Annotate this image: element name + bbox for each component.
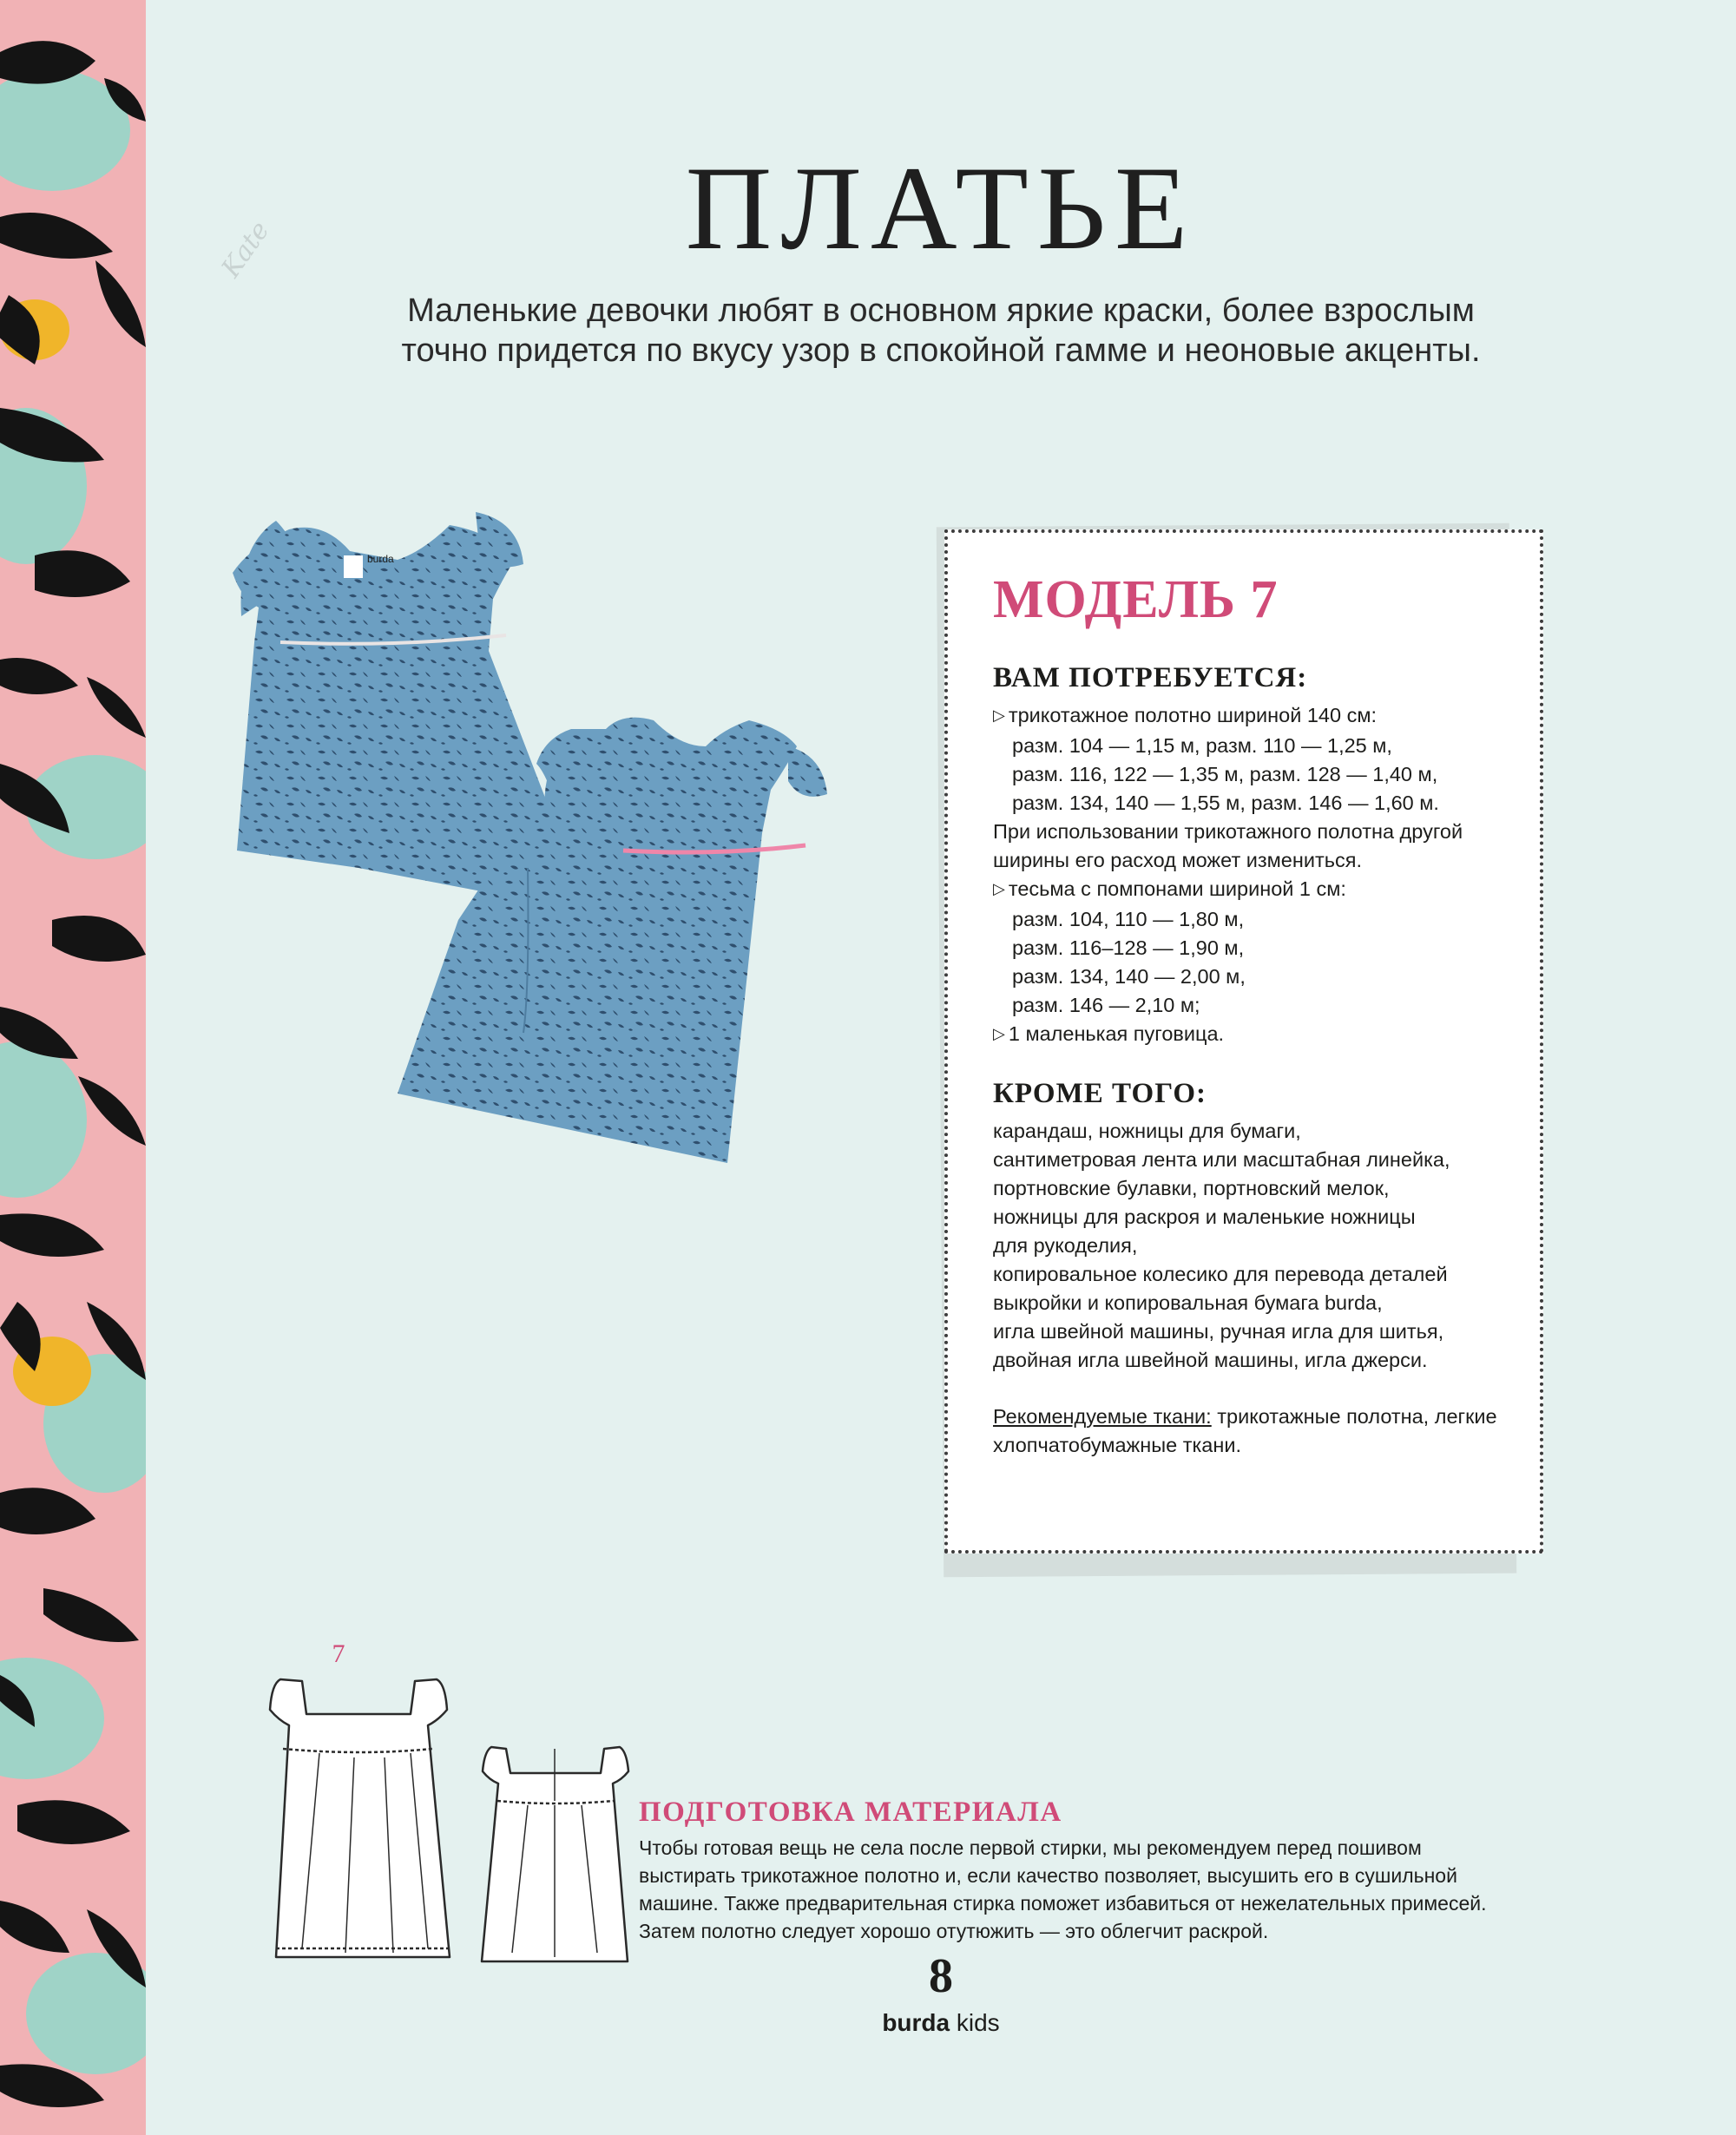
dress-photo	[189, 512, 1057, 1345]
note-line: При использовании трикотажного полотна другой	[993, 820, 1463, 843]
footer-brand: burda kids	[882, 2009, 1000, 2036]
page-content	[146, 0, 1736, 2135]
preparation-section	[639, 1797, 1611, 1945]
needs-heading: ВАМ ПОТРЕБУЕТСЯ:	[993, 662, 1308, 693]
intro-line: точно придется по вкусу узор в спокойной гамме и неоновые акценты.	[401, 332, 1481, 369]
list-item: разм. 116, 122 — 1,35 м, разм. 128 — 1,40 м,	[1012, 763, 1438, 785]
list-item: копировальное колесико для перевода деталей	[993, 1263, 1448, 1285]
list-item: ▷ тесьма с помпонами шириной 1 см:	[993, 877, 1346, 900]
preparation-text: Чтобы готовая вещь не села после первой стирки, мы рекомендуем перед пошивом выстирать трикотажное полотно и, если качество позволяет, высушить его в сушильной машине. Также предварительная стирка поможет избавиться от нежелательных примесей. Затем полотно следует хорошо отутюжить — это облегчит раскрой.	[639, 1836, 1487, 1942]
list-item: выкройки и копировальная бумага burda,	[993, 1291, 1383, 1314]
page-number: 8	[929, 1949, 953, 2003]
list-item: игла швейной машины, ручная игла для шитья,	[993, 1320, 1444, 1343]
list-item: карандаш, ножницы для бумаги,	[993, 1120, 1301, 1142]
list-item: разм. 104 — 1,15 м, разм. 110 — 1,25 м,	[1012, 734, 1392, 757]
list-item: разм. 146 — 2,10 м;	[1012, 994, 1200, 1016]
front-view-sketch	[270, 1679, 450, 1957]
intro-line: Маленькие девочки любят в основном яркие краски, более взрослым	[407, 292, 1475, 329]
list-item: сантиметровая лента или масштабная линейка,	[993, 1148, 1450, 1171]
list-item: ▷ 1 маленькая пуговица.	[993, 1022, 1225, 1045]
triangle-bullet-icon: ▷	[993, 706, 1005, 724]
needs-list	[993, 701, 1514, 1050]
recommended-fabrics: Рекомендуемые ткани: трикотажные полотна, легкие хлопчатобумажные ткани.	[993, 1405, 1497, 1456]
watermark: Kate	[215, 215, 276, 284]
preparation-heading: ПОДГОТОВКА МАТЕРИАЛА	[639, 1797, 1062, 1828]
leopard-pattern-strip	[0, 0, 146, 2135]
triangle-bullet-icon: ▷	[993, 880, 1005, 897]
technical-sketch	[189, 1627, 675, 1974]
list-item: разм. 134, 140 — 1,55 м, разм. 146 — 1,60 м.	[1012, 792, 1439, 814]
list-item: разм. 134, 140 — 2,00 м,	[1012, 965, 1246, 988]
list-item: ▷ трикотажное полотно шириной 140 см:	[993, 704, 1378, 726]
triangle-bullet-icon: ▷	[993, 1025, 1005, 1042]
back-view-sketch	[482, 1747, 628, 1961]
list-item: ножницы для раскроя и маленькие ножницы	[993, 1205, 1416, 1228]
page-title: ПЛАТЬЕ	[685, 141, 1197, 274]
list-item: разм. 116–128 — 1,90 м,	[1012, 936, 1245, 959]
brand-label: burda	[367, 553, 394, 565]
list-item: для рукоделия,	[993, 1234, 1138, 1257]
model-info-box	[944, 529, 1543, 1554]
extra-list	[993, 1117, 1514, 1375]
list-item: портновские булавки, портновский мелок,	[993, 1177, 1390, 1199]
list-item: двойная игла швейной машины, игла джерси.	[993, 1349, 1428, 1371]
intro-text	[146, 291, 1736, 371]
sketch-model-number: 7	[332, 1639, 345, 1668]
note-line: ширины его расход может измениться.	[993, 849, 1362, 871]
extra-heading: КРОМЕ ТОГО:	[993, 1078, 1207, 1109]
recommended-label: Рекомендуемые ткани:	[993, 1405, 1212, 1428]
list-item: разм. 104, 110 — 1,80 м,	[1012, 908, 1245, 930]
model-title: МОДЕЛЬ 7	[993, 570, 1279, 629]
